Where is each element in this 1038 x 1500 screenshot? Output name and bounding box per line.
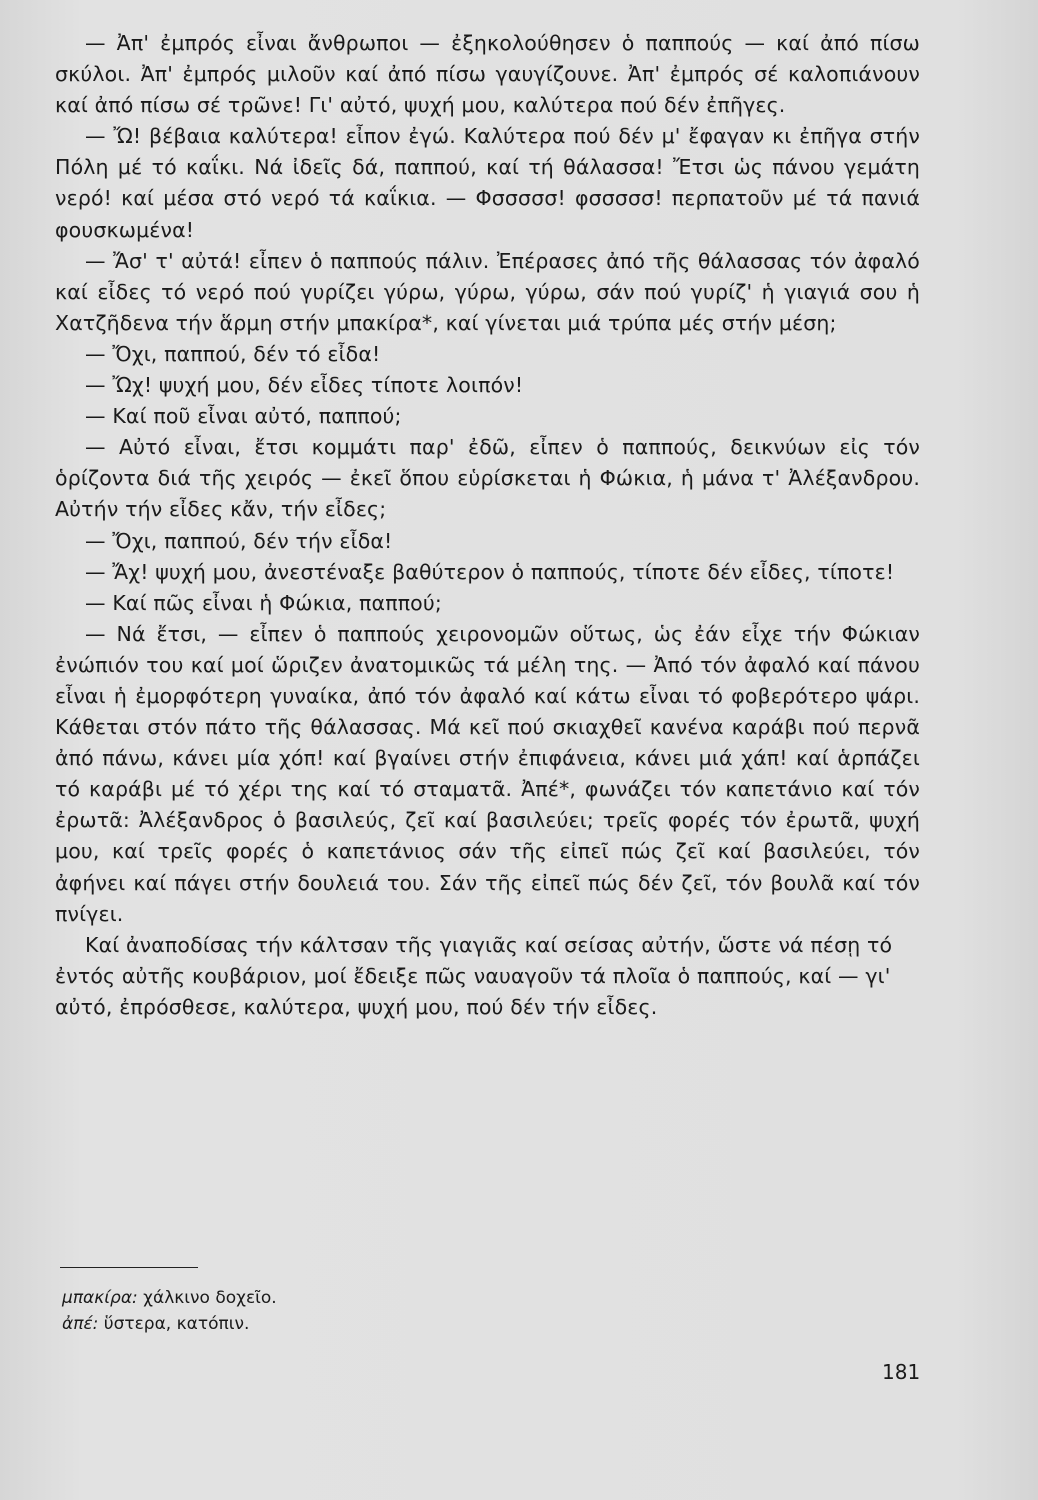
paragraph: — Ὤ! βέβαια καλύτερα! εἶπον ἐγώ. Καλύτερα πού δέν μ' ἔφαγαν κι ἐπῆγα στήν Πόλη μέ τό καΐκι. Νά ἰδεῖς δά, παππού, καί τή θάλασσα! Ἔτσι ὡς πάνου γεμάτη νερό! καί μέσα στό νερό τά καΐκια. — Φσσσσσ! φσσσσσ! περπατοῦν μέ τά πανιά φουσκωμένα! [55, 124, 920, 242]
paragraph: — Ἀπ' ἐμπρός εἶναι ἄνθρωποι — ἐξηκολούθησεν ὁ παππούς — καί ἀπό πίσω σκύλοι. Ἀπ' ἐμπρός μιλοῦν καί ἀπό πίσω γαυγίζουνε. Ἀπ' ἐμπρός σέ καλοπιάνουν καί ἀπό πίσω σέ τρῶνε! Γι' αὐτό, ψυχή μου, καλύτερα πού δέν ἐπῆγες. [55, 31, 920, 118]
paragraph: — Ἄχ! ψυχή μου, ἀνεστέναξε βαθύτερον ὁ παππούς, τίποτε δέν εἶδες, τίποτε! [85, 559, 895, 584]
paragraph: — Ἄσ' τ' αὐτά! εἶπεν ὁ παππούς πάλιν. Ἐπέρασες ἀπό τῆς θάλασσας τόν ἀφαλό καί εἶδες τό νερό πού γυρίζει γύρω, γύρω, γύρω, σάν πού γυρίζ' ἡ γιαγιά σου ἡ Χατζῆδενα τήν ἅρμη στήν μπακίρα*, καί γίνεται μιά τρύπα μές στήν μέση; [55, 248, 920, 335]
paragraph: — Ὄχι, παππού, δέν τό εἶδα! [85, 341, 381, 366]
paragraph: — Ὄχι, παππού, δέν τήν εἶδα! [85, 528, 393, 553]
paragraph: — Καί ποῦ εἶναι αὐτό, παππού; [85, 404, 402, 429]
paragraph: — Ὤχ! ψυχή μου, δέν εἶδες τίποτε λοιπόν! [85, 373, 524, 398]
paragraph: — Νά ἔτσι, — εἶπεν ὁ παππούς χειρονομῶν οὕτως, ὡς ἐάν εἶχε τήν Φώκιαν ἐνώπιόν του καί μοί ὥριζεν ἀνατομικῶς τά μέλη της. — Ἀπό τόν ἀφαλό καί πάνου εἶναι ἡ ἐμορφότερη γυναίκα, ἀπό τόν ἀφαλό καί κάτω εἶναι τό φοβερότερο ψάρι. Κάθεται στόν πάτο τῆς θάλασσας. Μά κεῖ πού σκιαχθεῖ κανένα καράβι πού περνᾶ ἀπό πάνω, κάνει μία χόπ! καί βγαίνει στήν ἐπιφάνεια, κάνει μιά χάπ! καί ἁρπάζει τό καράβι μέ τό χέρι της καί τό σταματᾶ. Ἀπέ*, φωνάζει τόν καπετάνιο καί τόν ἐρωτᾶ: Ἀλέξανδρος ὁ βασιλεύς, ζεῖ καί βασιλεύει; τρεῖς φορές τόν ἐρωτᾶ, ψυχή μου, καί τρεῖς φορές ὁ καπετάνιος σάν τῆς εἰπεῖ πώς ζεῖ καί βασιλεύει, τόν ἀφήνει καί πάγει στήν δουλειά του. Σάν τῆς εἰπεῖ πώς δέν ζεῖ, τόν βουλᾶ καί τόν πνίγει. [55, 621, 920, 926]
body-text [55, 28, 920, 1023]
footnote [62, 1285, 662, 1311]
footnote-definition: χάλκινο δοχεῖο. [143, 1288, 277, 1308]
paragraph: Καί ἀναποδίσας τήν κάλτσαν τῆς γιαγιᾶς καί σείσας αὐτήν, ὥστε νά πέσῃ τό ἐντός αὐτῆς κουβάριον, μοί ἔδειξε πῶς ναυαγοῦν τά πλοῖα ὁ παππούς, καί — γι' αὐτό, ἐπρόσθεσε, καλύτερα, ψυχή μου, πού δέν τήν εἶδες. [55, 932, 893, 1019]
paragraph: — Αὐτό εἶναι, ἔτσι κομμάτι παρ' ἐδῶ, εἶπεν ὁ παππούς, δεικνύων εἰς τόν ὁρίζοντα διά τῆς χειρός — ἐκεῖ ὅπου εὑρίσκεται ἡ Φώκια, ἡ μάνα τ' Ἀλέξανδρου. Αὐτήν τήν εἶδες κἄν, τήν εἶδες; [55, 435, 920, 522]
footnote-divider [60, 1267, 198, 1268]
footnotes [62, 1285, 662, 1337]
paragraph: — Καί πῶς εἶναι ἡ Φώκια, παππού; [85, 590, 442, 615]
footnote-definition: ὕστερα, κατόπιν. [103, 1314, 250, 1334]
footnote-term: μπακίρα: [62, 1288, 138, 1308]
footnote [62, 1311, 662, 1337]
page-number: 181 [882, 1360, 921, 1384]
footnote-term: ἀπέ: [62, 1314, 99, 1334]
